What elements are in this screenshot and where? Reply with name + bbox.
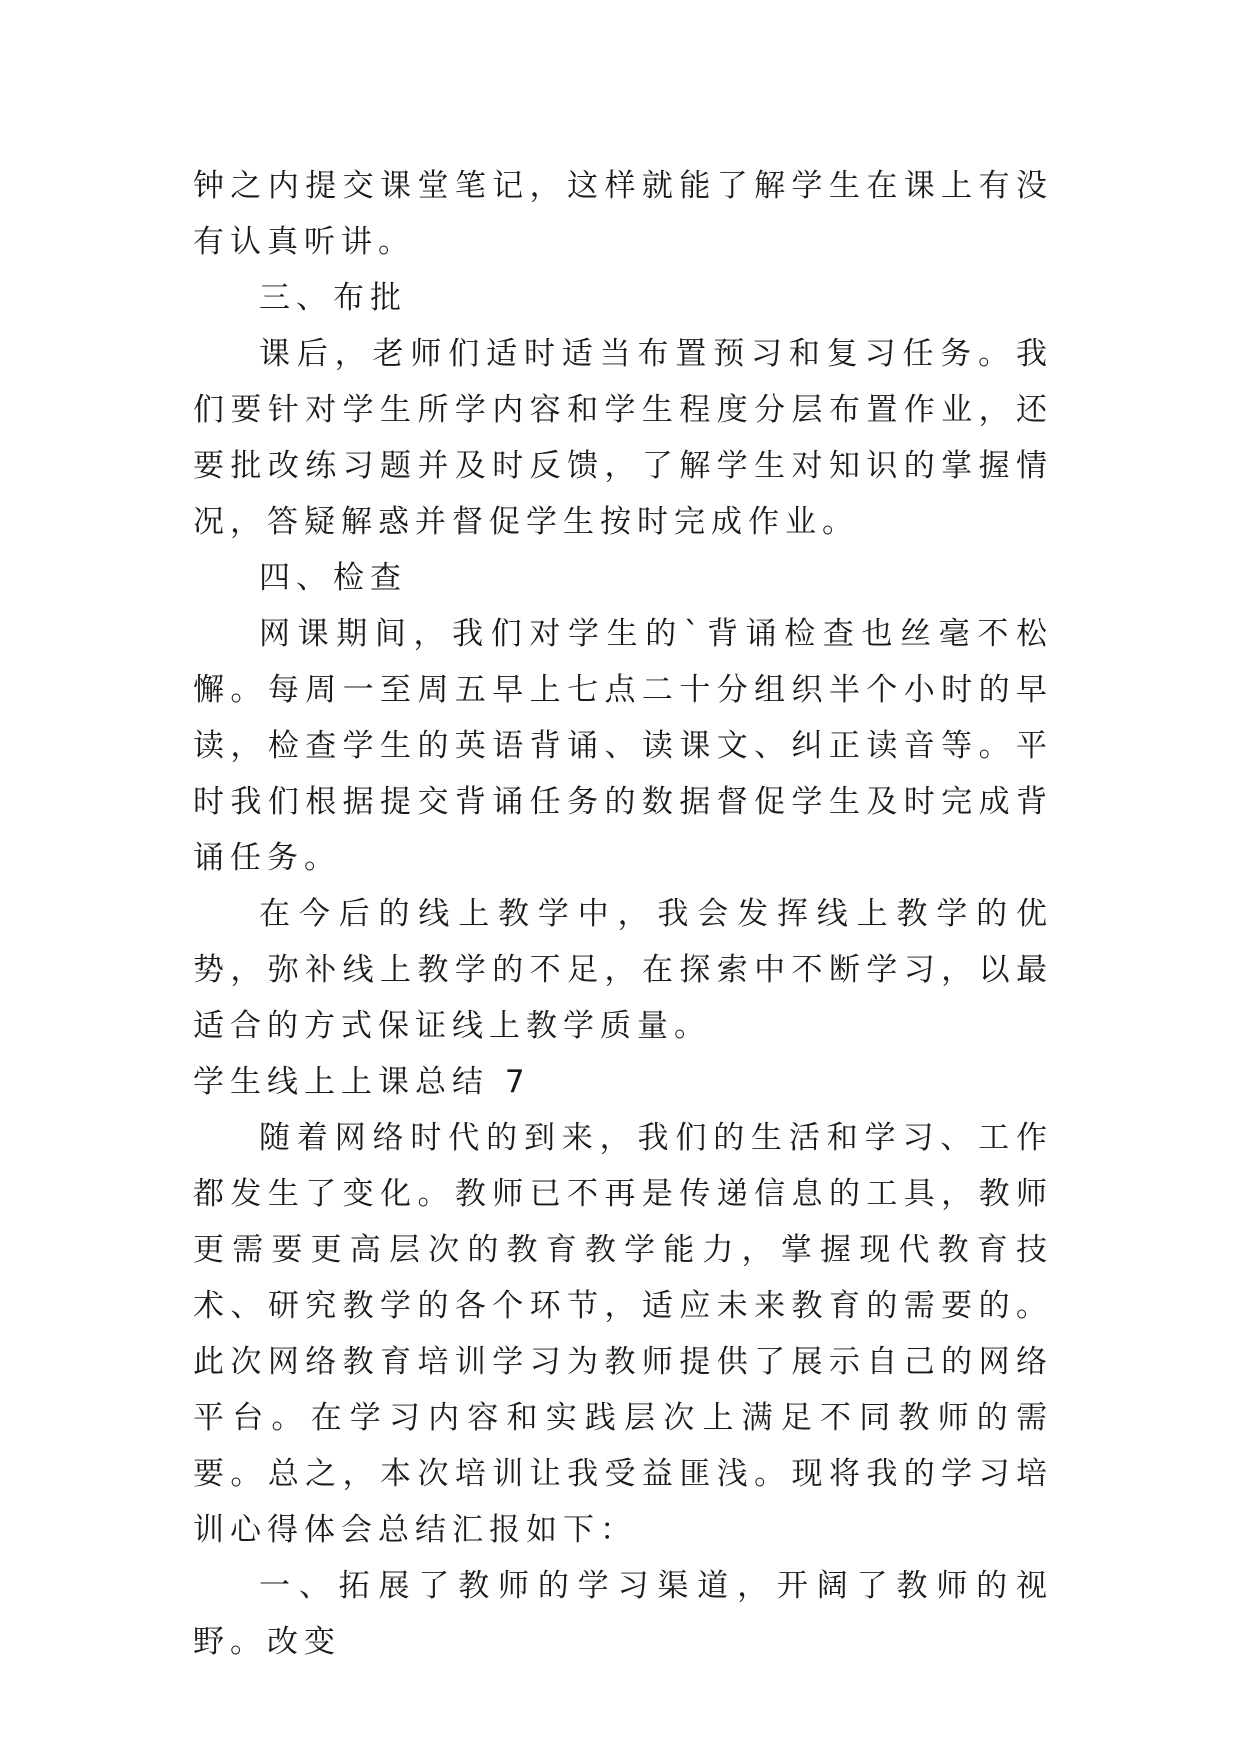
paragraph-point-one: 一、拓展了教师的学习渠道，开阔了教师的视野。改变 — [193, 1568, 1053, 1660]
section-heading-check: 四、检查 — [259, 560, 407, 596]
paragraph-check: 网课期间，我们对学生的`背诵检查也丝毫不松懈。每周一至周五早上七点二十分组织半个小时的早读，检查学生的英语背诵、读课文、纠正读音等。平时我们根据提交背诵任务的数据督促学生及时完成背诵任务。 — [193, 616, 1053, 876]
paragraph-assign-grade: 课后，老师们适时适当布置预习和复习任务。我们要针对学生所学内容和学生程度分层布置作业，还要批改练习题并及时反馈，了解学生对知识的掌握情况，答疑解惑并督促学生按时完成作业。 — [193, 336, 1053, 540]
document-body — [193, 158, 1053, 1670]
section-heading-assign-grade: 三、布批 — [259, 280, 407, 316]
paragraph-future-teaching: 在今后的线上教学中，我会发挥线上教学的优势，弥补线上教学的不足，在探索中不断学习，以最适合的方式保证线上教学质量。 — [193, 896, 1053, 1044]
paragraph-note-submission: 钟之内提交课堂笔记，这样就能了解学生在课上有没有认真听讲。 — [193, 168, 1053, 260]
document-subtitle: 学生线上上课总结 7 — [193, 1064, 531, 1100]
paragraph-network-era: 随着网络时代的到来，我们的生活和学习、工作都发生了变化。教师已不再是传递信息的工具，教师更需要更高层次的教育教学能力，掌握现代教育技术、研究教学的各个环节，适应未来教育的需要的。此次网络教育培训学习为教师提供了展示自己的网络平台。在学习内容和实践层次上满足不同教师的需要。总之，本次培训让我受益匪浅。现将我的学习培训心得体会总结汇报如下： — [193, 1120, 1053, 1548]
